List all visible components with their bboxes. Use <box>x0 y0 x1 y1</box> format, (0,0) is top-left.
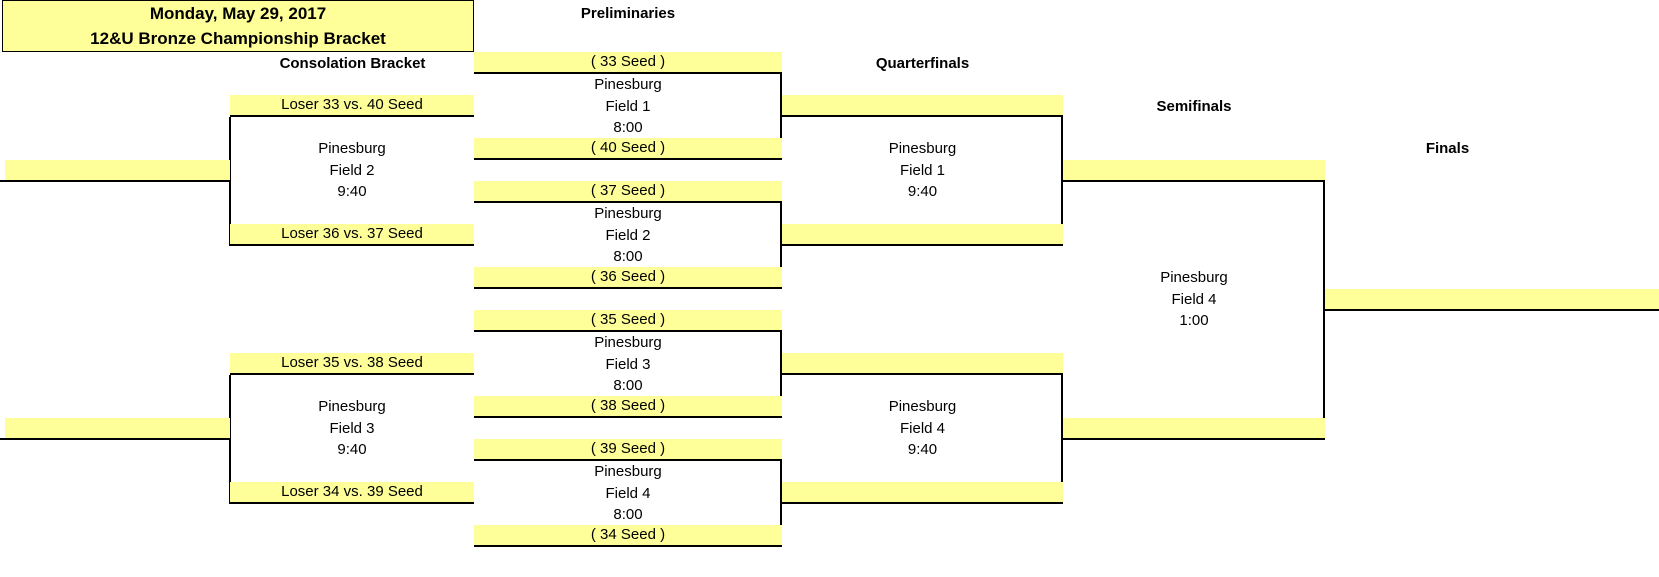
prelim-1-bottom-slot: ( 40 Seed ) <box>474 138 782 160</box>
consolation-2-winner-slot <box>5 418 230 440</box>
bracket-title-box <box>2 0 474 52</box>
header-finals: Finals <box>1425 140 1470 157</box>
quarterfinal-2-bottom-slot <box>782 482 1063 504</box>
semifinal-bottom-slot <box>1063 418 1325 440</box>
consolation-2-info <box>230 396 474 461</box>
quarterfinal-1-time: 9:40 <box>907 183 938 200</box>
prelim-2-time: 8:00 <box>613 248 643 265</box>
header-consolation: Consolation Bracket <box>279 55 426 72</box>
prelim-3-bottom-slot: ( 38 Seed ) <box>474 396 782 418</box>
semifinal-info <box>1063 267 1325 332</box>
quarterfinal-2-field: Field 4 <box>899 419 946 437</box>
consolation-2-site: Pinesburg <box>318 398 386 415</box>
prelim-2-info <box>474 203 782 268</box>
prelim-2-site: Pinesburg <box>594 205 662 222</box>
consolation-1-winner-slot <box>5 160 230 182</box>
prelim-1-field: Field 1 <box>605 97 651 115</box>
prelim-3-field: Field 3 <box>605 355 651 373</box>
quarterfinal-2-site: Pinesburg <box>888 398 957 415</box>
prelim-4-info <box>474 461 782 526</box>
quarterfinal-2-time: 9:40 <box>907 441 938 458</box>
quarterfinal-1-bottom-slot <box>782 224 1063 246</box>
consolation-2-time: 9:40 <box>337 441 367 458</box>
header-quarterfinals: Quarterfinals <box>875 55 970 72</box>
prelim-3-top-slot: ( 35 Seed ) <box>474 310 782 332</box>
prelim-4-field: Field 4 <box>605 484 651 502</box>
prelim-1-top-slot: ( 33 Seed ) <box>474 52 782 74</box>
consolation-1-info <box>230 138 474 203</box>
semifinal-top-slot <box>1063 160 1325 182</box>
consolation-2-field: Field 3 <box>329 419 375 437</box>
quarterfinal-1-info <box>782 138 1063 203</box>
prelim-3-time: 8:00 <box>613 377 643 394</box>
finals-champion-slot <box>1325 289 1659 311</box>
prelim-4-top-slot: ( 39 Seed ) <box>474 439 782 461</box>
date-title: Monday, May 29, 2017 <box>149 4 327 23</box>
quarterfinal-1-top-slot <box>782 95 1063 117</box>
consolation-2-bottom-slot: Loser 34 vs. 39 Seed <box>230 482 474 504</box>
quarterfinal-1-site: Pinesburg <box>888 140 957 157</box>
prelim-4-time: 8:00 <box>613 506 643 523</box>
prelim-2-field: Field 2 <box>605 226 651 244</box>
consolation-2-winner-line <box>0 438 5 440</box>
quarterfinal-2-top-slot <box>782 353 1063 375</box>
consolation-1-top-slot: Loser 33 vs. 40 Seed <box>230 95 474 117</box>
header-preliminaries: Preliminaries <box>580 5 676 22</box>
prelim-3-site: Pinesburg <box>594 334 662 351</box>
prelim-4-bottom-slot: ( 34 Seed ) <box>474 525 782 547</box>
prelim-4-site: Pinesburg <box>594 463 662 480</box>
prelim-2-bottom-slot: ( 36 Seed ) <box>474 267 782 289</box>
consolation-1-time: 9:40 <box>337 183 367 200</box>
quarterfinal-2-info <box>782 396 1063 461</box>
prelim-3-info <box>474 332 782 397</box>
header-semifinals: Semifinals <box>1156 98 1232 115</box>
consolation-1-site: Pinesburg <box>318 140 386 157</box>
bracket-title: 12&U Bronze Championship Bracket <box>90 29 386 48</box>
consolation-1-winner-line <box>0 180 5 182</box>
prelim-2-top-slot: ( 37 Seed ) <box>474 181 782 203</box>
prelim-1-info <box>474 74 782 139</box>
consolation-1-bottom-slot: Loser 36 vs. 37 Seed <box>230 224 474 246</box>
consolation-2-top-slot: Loser 35 vs. 38 Seed <box>230 353 474 375</box>
prelim-1-time: 8:00 <box>613 119 643 136</box>
consolation-1-field: Field 2 <box>329 161 375 179</box>
semifinal-site: Pinesburg <box>1160 269 1228 286</box>
quarterfinal-1-field: Field 1 <box>899 161 946 179</box>
semifinal-field: Field 4 <box>1171 290 1217 308</box>
prelim-1-site: Pinesburg <box>594 76 662 93</box>
semifinal-time: 1:00 <box>1179 312 1209 329</box>
